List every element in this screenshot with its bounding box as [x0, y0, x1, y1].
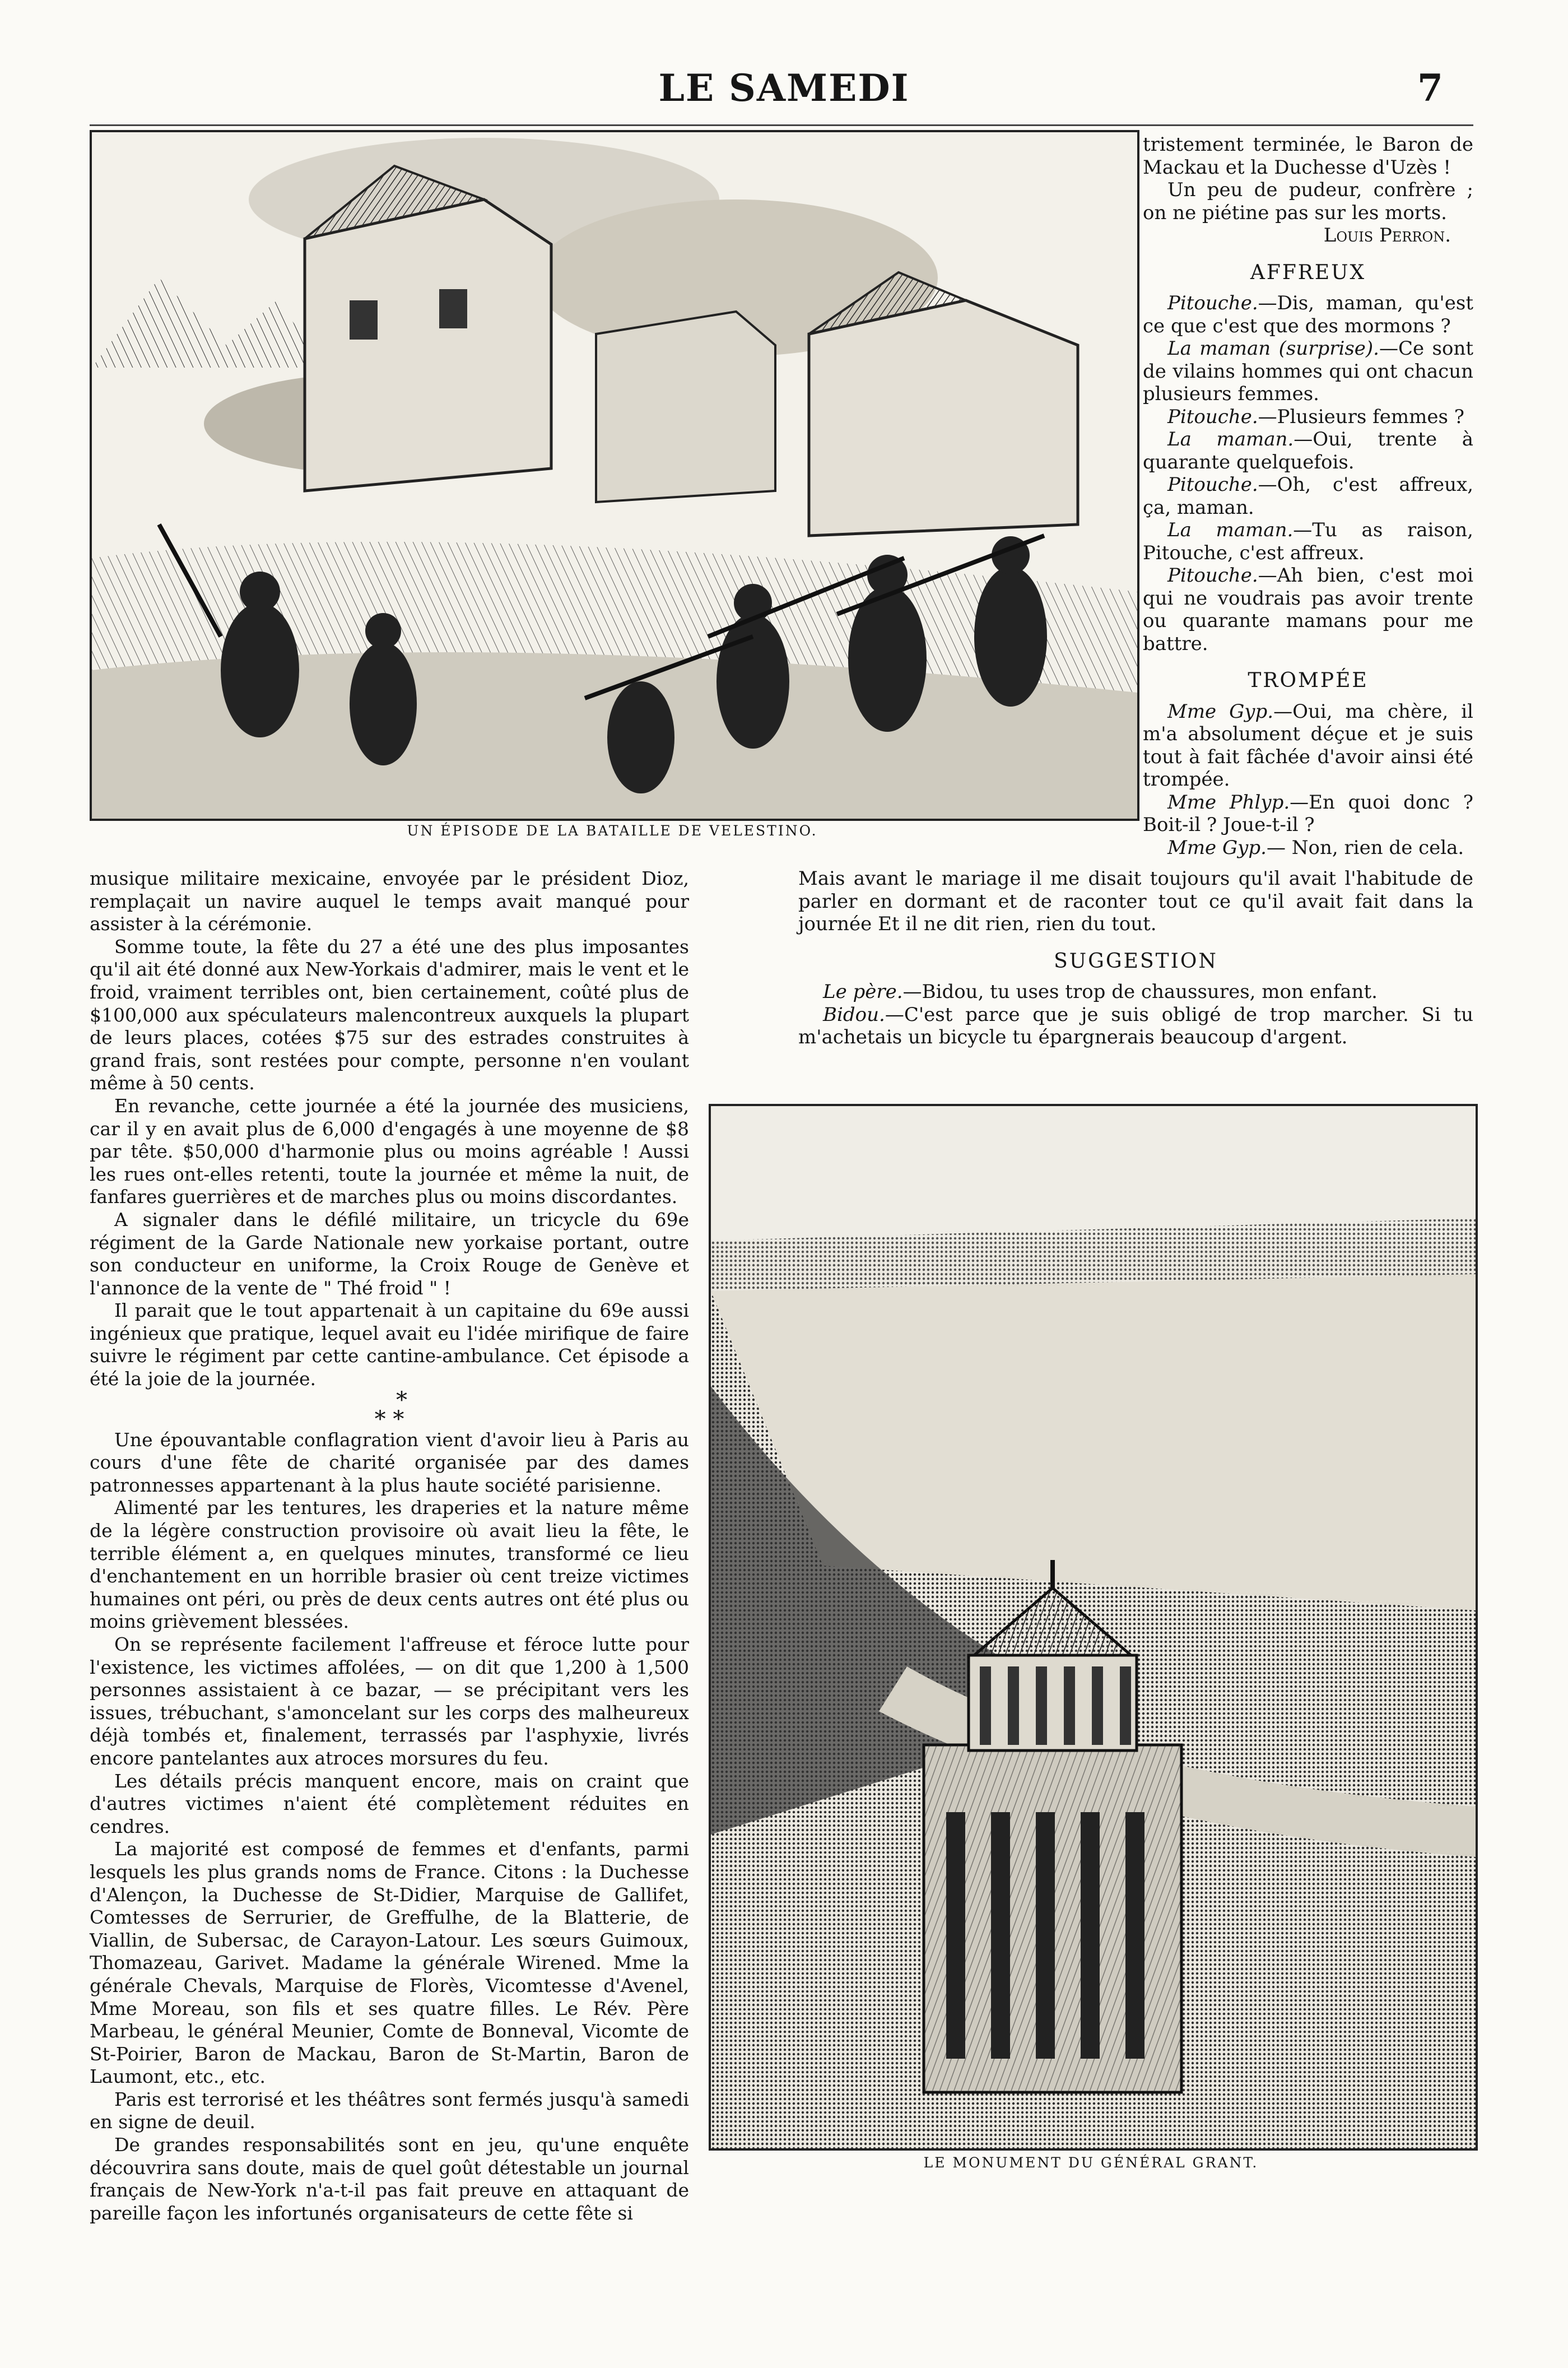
dialogue-text: —Ah bien, c'est moi qui ne voudrais pas avoir trente ou quarante mamans pour me battre. — [1143, 564, 1473, 655]
dialogue-text: —Tu as raison, Pitouche, c'est affreux. — [1143, 519, 1473, 564]
left-paragraph: De grandes responsabilités sont en jeu, qu'une enquête découvrira sans doute, mais de quel goût détestable un journal français de New-York n'a-t-il pas fait preuve en attaquant de pareille façon les infortunés organisateurs de cette fête si — [90, 2134, 689, 2224]
signature-louis-perron: Louis Perron. — [1323, 224, 1451, 247]
dialogue-text: —Ce sont de vilains hommes qui ont chacun plusieurs femmes. — [1143, 337, 1474, 405]
dialogue-line — [1143, 428, 1473, 473]
left-paragraph: Une épouvantable conflagration vient d'avoir lieu à Paris au cours d'une fête de charité organisée par des dames patronnesses appartenant à la plus haute société parisienne. — [90, 1428, 689, 1496]
page-number: 7 — [1417, 66, 1443, 110]
left-paragraph: Somme toute, la fête du 27 a été une des plus imposantes qu'il ait été donné aux New-Yorkais d'admirer, mais le vent et le froid, vraiment terribles ont, bien certainement, coûté plus de $100,000 aux spéculateurs malencontreux auxquels la plupart de leurs places, cotées $75 sur des estrades construites à grand frais, sont restées pour compte, personne n'en voulant même à 50 cents. — [90, 935, 689, 1094]
dialogue-speaker: Pitouche. — [1167, 292, 1258, 314]
dialogue-speaker: Mme Phlyp. — [1167, 791, 1290, 814]
header-rule — [90, 124, 1473, 126]
dialogue-line — [1143, 406, 1473, 429]
left-paragraph: Alimenté par les tentures, les draperies et la nature même de la légère construction provisoire où avait lieu la fête, le terrible élément a, en quelques minutes, transformé ce lieu d'enchantement en un horrible brasier où cent treize victimes humaines ont péri, ou près de deux cents autres ont été plus ou moins grièvement blessées. — [90, 1497, 689, 1633]
left-paragraph: En revanche, cette journée a été la journée des musiciens, car il y en avait plus de 6,000 d'engagés à une moyenne de $8 par tête. $50,000 d'harmonie plus ou moins agréable ! Aussi les rues ont-elles retenti, toute la journée et même la nuit, de fanfares guerrières et de marches plus ou moins discordantes. — [90, 1094, 689, 1208]
dialogue-line — [1143, 837, 1473, 860]
dialogue-text: —Oui, trente à quarante quelquefois. — [1143, 428, 1473, 473]
battle-illustration — [90, 130, 1139, 821]
left-paragraph: A signaler dans le défilé militaire, un tricycle du 69e régiment de la Garde Nationale new yorkaise portant, outre son conducteur en uniforme, la Croix Rouge de Genève et l'annonce de la vente de " Thé froid " ! — [90, 1208, 689, 1299]
dialogue-speaker: Bidou. — [823, 1003, 885, 1026]
left-paragraph: Les détails précis manquent encore, mais on craint que d'autres victimes n'aient été complètement réduites en cendres. — [90, 1770, 689, 1837]
dialogue-speaker: Pitouche. — [1167, 473, 1258, 496]
dialogue-speaker: Le père. — [823, 981, 903, 1003]
section-title-affreux: AFFREUX — [1250, 261, 1366, 284]
dialogue-speaker: Mme Gyp. — [1167, 700, 1274, 723]
grant-monument-illustration — [709, 1104, 1478, 2151]
dialogue-text: —Oui, ma chère, il m'a absolument déçue et je suis tout à fait fâchée d'avoir ainsi été trompée. — [1143, 700, 1473, 791]
dialogue-text: —C'est parce que je suis obligé de trop marcher. Si tu m'achetais un bicycle tu épargnerais beaucoup d'argent. — [798, 1003, 1473, 1048]
right-top-paragraph-1: tristement terminée, le Baron de Mackau et la Duchesse d'Uzès ! — [1143, 133, 1473, 179]
dialogue-line — [1143, 791, 1473, 837]
left-paragraph: Paris est terrorisé et les théâtres sont fermés jusqu'à samedi en signe de deuil. — [90, 2088, 689, 2133]
dialogue-text: —Bidou, tu uses trop de chaussures, mon enfant. — [902, 981, 1378, 1003]
left-paragraph: musique militaire mexicaine, envoyée par le président Dioz, remplaçait un navire auquel le temps avait manqué pour assister à la cérémonie. — [90, 867, 689, 935]
left-paragraph: On se représente facilement l'affreuse et féroce lutte pour l'existence, les victimes affolées, — on dit que 1,200 à 1,500 personnes assistaient à ce bazar, — se précipitant vers les issues, trébuchant, s'amoncelant sur les corps des malheureux déjà tombés et, finalement, terrassés par l'asphyxie, livrés encore pantelantes aux atroces morsures du feu. — [90, 1633, 689, 1769]
left-paragraph: La majorité est composé de femmes et d'enfants, parmi lesquels les plus grands noms de France. Citons : la Duchesse d'Alençon, la Duchesse de St-Didier, Marquise de Gallifet, Comtesses de Serrurier, de Greffulhe, de la Blatterie, de Viallin, de Subersac, de Carayon-Latour. Les sœurs Guimoux, Thomazeau, Garivet. Madame la générale Wirened. Mme la générale Chevals, Marquise de Florès, Vicomtesse d'Avenel, Mme Moreau, son fils et ses quatre filles. Le Rév. Père Marbeau, le général Meunier, Comte de Bonneval, Vicomte de St-Poirier, Baron de Mackau, Baron de St-Martin, Baron de Laumont, etc., etc. — [90, 1838, 689, 2088]
dialogue-text: —Plusieurs femmes ? — [1258, 405, 1464, 428]
dialogue-text: —Oh, c'est affreux, ça, maman. — [1143, 473, 1473, 519]
left-column — [90, 867, 689, 2225]
dialogue-speaker: La maman (surprise). — [1167, 337, 1379, 360]
middle-paragraph-1: Mais avant le mariage il me disait toujours qu'il avait l'habitude de parler en dormant et de raconter tout ce qu'il avait fait dans la journée Et il ne dit rien, rien du tout. — [798, 867, 1473, 935]
asterism-separator: * * * — [374, 1387, 407, 1432]
dialogue-line — [1143, 292, 1473, 337]
dialogue-speaker: Mme Gyp. — [1167, 836, 1267, 859]
battle-caption: UN ÉPISODE DE LA BATAILLE DE VELESTINO. — [407, 823, 818, 839]
grant-caption: LE MONUMENT DU GÉNÉRAL GRANT. — [923, 2155, 1259, 2171]
dialogue-line — [1143, 519, 1473, 564]
right-top-column — [1143, 133, 1473, 859]
dialogue-line — [1143, 564, 1473, 655]
right-top-paragraph-2: Un peu de pudeur, confrère ; on ne piétine pas sur les morts. — [1143, 179, 1473, 224]
section-title-trompee: TROMPÉE — [1248, 669, 1369, 692]
dialogue-text: — Non, rien de cela. — [1266, 836, 1464, 859]
middle-column — [798, 867, 1473, 1049]
dialogue-line — [1143, 700, 1473, 791]
dialogue-line — [1143, 337, 1473, 406]
dialogue-text: —En quoi donc ? Boit-il ? Joue-t-il ? — [1143, 791, 1473, 836]
section-title-suggestion: SUGGESTION — [1054, 949, 1218, 973]
dialogue-speaker: Pitouche. — [1167, 405, 1258, 428]
dialogue-line — [1143, 473, 1473, 519]
dialogue-speaker: La maman. — [1167, 519, 1294, 541]
dialogue-speaker: La maman. — [1167, 428, 1294, 451]
dialogue-line — [798, 1004, 1473, 1049]
dialogue-line — [798, 981, 1473, 1004]
dialogue-text: —Dis, maman, qu'est ce que c'est que des mormons ? — [1143, 292, 1473, 337]
left-paragraph: Il parait que le tout appartenait à un capitaine du 69e aussi ingénieux que pratique, lequel avait eu l'idée mirifique de faire suivre le régiment par cette cantine-ambulance. Cet épisode a été la joie de la journée. — [90, 1299, 689, 1390]
dialogue-speaker: Pitouche. — [1167, 564, 1258, 587]
page-header-title: LE SAMEDI — [658, 66, 910, 110]
